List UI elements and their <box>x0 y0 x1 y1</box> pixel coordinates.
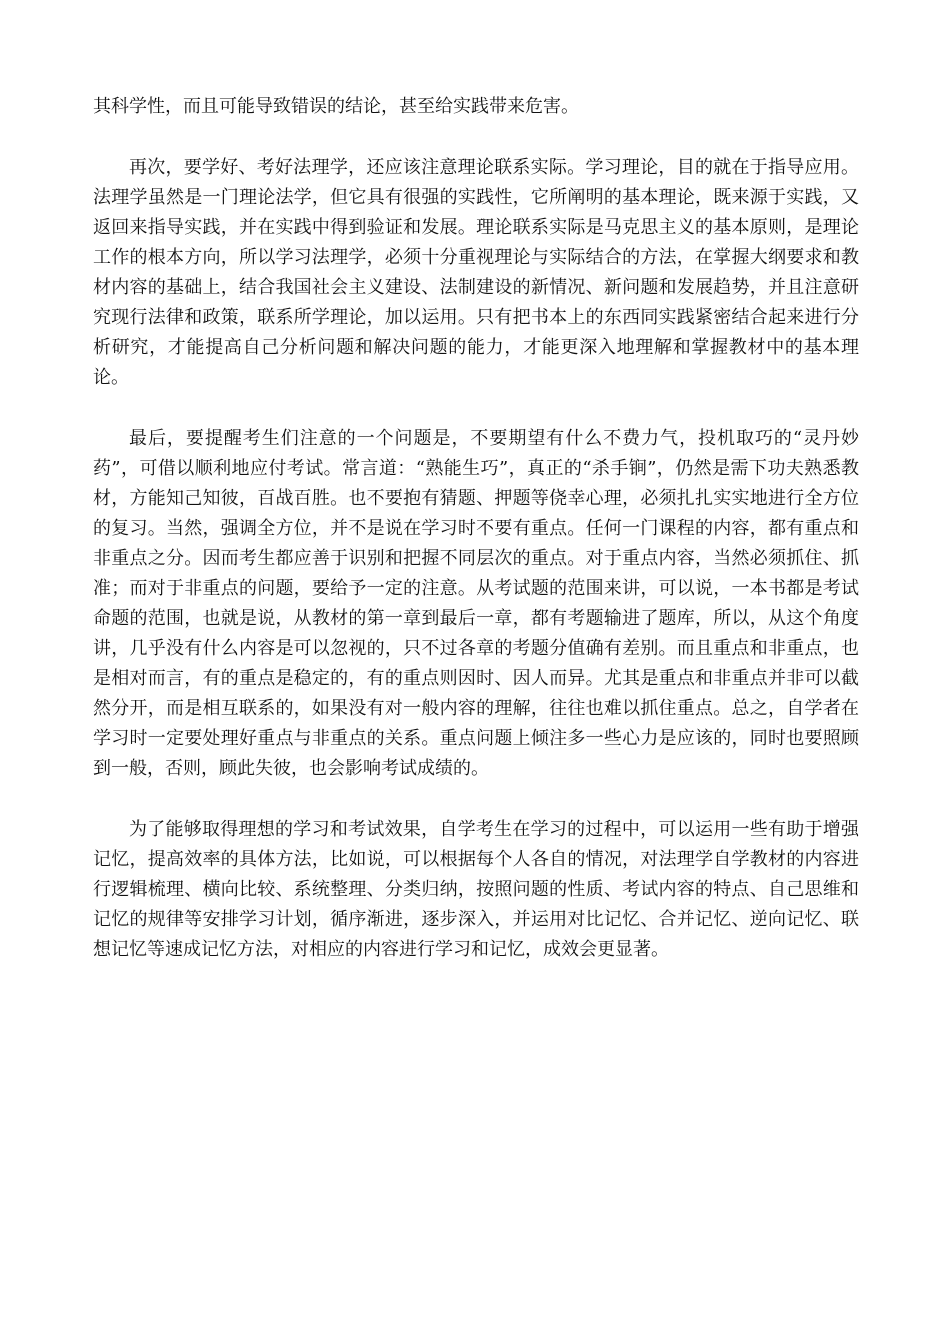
paragraph-1: 其科学性，而且可能导致错误的结论，甚至给实践带来危害。 <box>93 96 579 117</box>
paragraph-4: 为了能够取得理想的学习和考试效果，自学考生在学习的过程中，可以运用一些有助于增强记忆，提高效率的具体方法，比如说，可以根据每个人各自的情况，对法理学自学教材的内容进行逻辑梳理、横向比较、系统整理、分类归纳，按照问题的性质、考试内容的特点、自己思维和记忆的规律等安排学习计划，循序渐进，逐步深入，并运用对比记忆、合并记忆、逆向记忆、联想记忆等速成记忆方法，对相应的内容进行学习和记忆，成效会更显著。 <box>93 819 859 960</box>
paragraph-3: 最后，要提醒考生们注意的一个问题是，不要期望有什么不费力气，投机取巧的“灵丹妙药”，可借以顺利地应付考试。常言道：“熟能生巧”，真正的“杀手锏”，仍然是需下功夫熟悉教材，方能知己知彼，百战百胜。也不要抱有猜题、押题等侥幸心理，必须扎扎实实地进行全方位的复习。当然，强调全方位，并不是说在学习时不要有重点。任何一门课程的内容，都有重点和非重点之分。因而考生都应善于识别和把握不同层次的重点。对于重点内容，当然必须抓住、抓准；而对于非重点的问题，要给予一定的注意。从考试题的范围来讲，可以说，一本书都是考试命题的范围，也就是说，从教材的第一章到最后一章，都有考题输进了题库，所以，从这个角度讲，几乎没有什么内容是可以忽视的，只不过各章的考题分值确有差别。而且重点和非重点，也是相对而言，有的重点是稳定的，有的重点则因时、因人而异。尤其是重点和非重点并非可以截然分开，而是相互联系的，如果没有对一般内容的理解，往往也难以抓住重点。总之，自学者在学习时一定要处理好重点与非重点的关系。重点问题上倾注多一些心力是应该的，同时也要照顾到一般，否则，顾此失彼，也会影响考试成绩的。 <box>93 428 859 779</box>
paragraph-2: 再次，要学好、考好法理学，还应该注意理论联系实际。学习理论，目的就在于指导应用。法理学虽然是一门理论法学，但它具有很强的实践性，它所阐明的基本理论，既来源于实践，又返回来指导实践，并在实践中得到验证和发展。理论联系实际是马克思主义的基本原则，是理论工作的根本方向，所以学习法理学，必须十分重视理论与实际结合的方法，在掌握大纲要求和教材内容的基础上，结合我国社会主义建设、法制建设的新情况、新问题和发展趋势，并且注意研究现行法律和政策，联系所学理论，加以运用。只有把书本上的东西同实践紧密结合起来进行分析研究，才能提高自己分析问题和解决问题的能力，才能更深入地理解和掌握教材中的基本理论。 <box>93 157 859 388</box>
body-text <box>93 92 859 965</box>
